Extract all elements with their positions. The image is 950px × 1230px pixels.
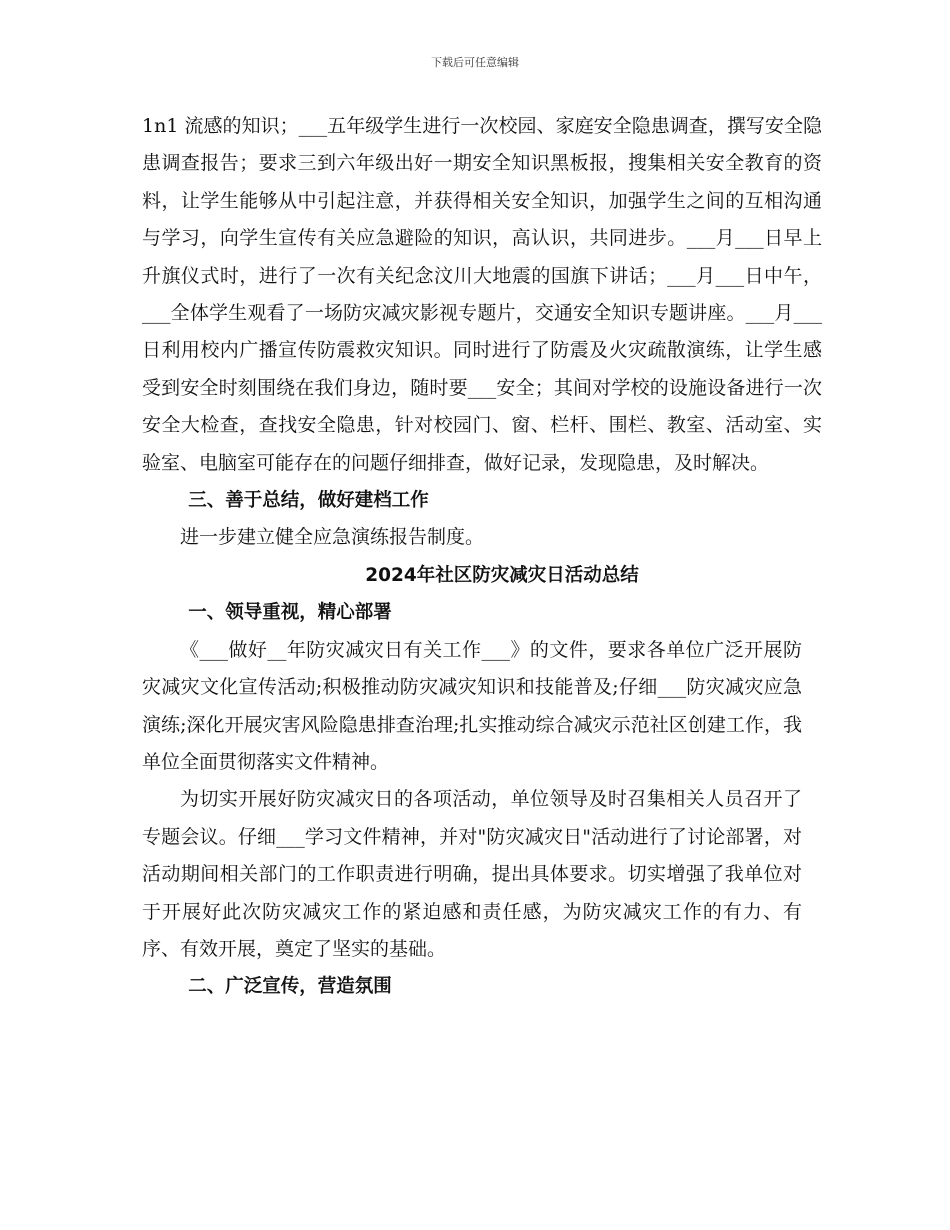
document-title: 2024年社区防灾减灾日活动总结 [365, 564, 639, 586]
section-heading-leadership: 一、领导重视，精心部署 [188, 602, 392, 624]
paragraph-report-system: 进一步建立健全应急演练报告制度。 [180, 526, 485, 549]
section-heading-publicity: 二、广泛宣传，营造氛围 [188, 976, 392, 998]
section-heading-summary: 三、善于总结，做好建档工作 [188, 490, 429, 512]
document-body [142, 108, 822, 1006]
paragraph-safety-activities: 1n1 流感的知识；___五年级学生进行一次校园、家庭安全隐患调查，撰写安全隐患调查报告；要求三到六年级出好一期安全知识黑板报，搜集相关安全教育的资料，让学生能够从中引起注意，并获得相关安全知识，加强学生之间的互相沟通与学习，向学生宣传有关应急避险的知识，高认识，共同进步。___月___日早上升旗仪式时，进行了一次有关纪念汶川大地震的国旗下讲话；___月___日中午，___全体学生观看了一场防灾减灾影视专题片，交通安全知识专题讲座。___月___日利用校内广播宣传防震救灾知识。同时进行了防震及火灾疏散演练，让学生感受到安全时刻围绕在我们身边，随时要___安全；其间对学校的设施设备进行一次安全大检查，查找安全隐患，针对校园门、窗、栏杆、围栏、教室、活动室、实验室、电脑室可能存在的问题仔细排查，做好记录，发现隐患，及时解决。 [142, 115, 822, 474]
paragraph-meeting: 为切实开展好防灾减灾日的各项活动，单位领导及时召集相关人员召开了专题会议。仔细___学习文件精神，并对"防灾减灾日"活动进行了讨论部署，对活动期间相关部门的工作职责进行明确，提出具体要求。切实增强了我单位对于开展好此次防灾减灾工作的紧迫感和责任感，为防灾减灾工作的有力、有序、有效开展，奠定了坚实的基础。 [142, 788, 802, 960]
paragraph-document-notice: 《___做好__年防灾减灾日有关工作___》的文件，要求各单位广泛开展防灾减灾文化宣传活动;积极推动防灾减灾知识和技能普及;仔细___防灾减灾应急演练;深化开展灾害风险隐患排查治理;扎实推动综合减灾示范社区创建工作，我单位全面贯彻落实文件精神。 [142, 638, 802, 773]
page-header: 下载后可任意编辑 [431, 56, 519, 69]
